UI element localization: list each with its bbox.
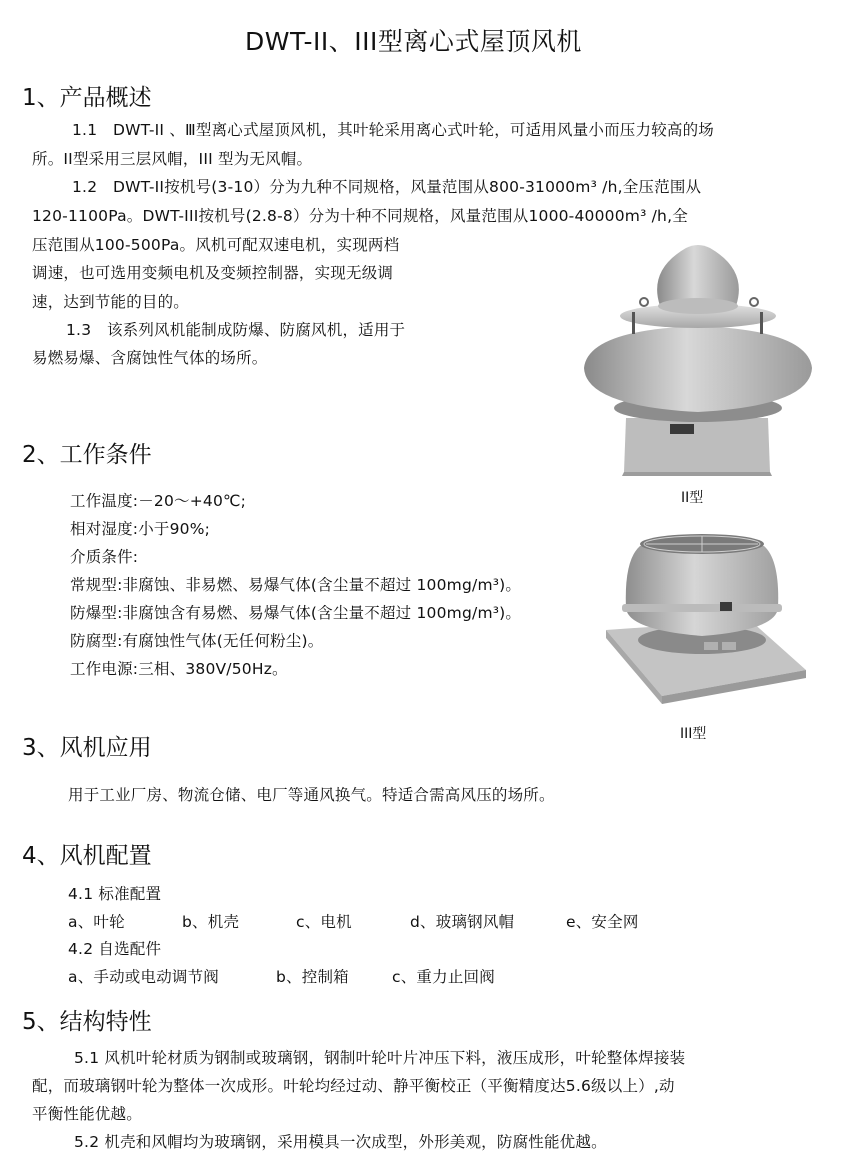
type-2-fan-drawing	[578, 240, 814, 480]
paragraph-1-2-line-3: 压范围从100-500Pa。风机可配双速电机，实现两档	[32, 236, 400, 254]
standard-config-item: c、电机	[296, 913, 352, 931]
paragraph-1-2-line-4: 调速，也可选用变频电机及变频控制器，实现无级调	[32, 264, 394, 282]
section-3-heading: 3、风机应用	[22, 735, 152, 761]
application-text: 用于工业厂房、物流仓储、电厂等通风换气。特适合需高风压的场所。	[68, 786, 555, 804]
paragraph-1-3-line-1: 1.3 该系列风机能制成防爆、防腐风机，适用于	[66, 321, 406, 339]
paragraph-1-1-line-1: 1.1 DWT-II 、Ⅲ型离心式屋顶风机，其叶轮采用离心式叶轮，可适用风量小而压力较高的场	[72, 121, 715, 139]
condition-line: 防爆型:非腐蚀含有易燃、易爆气体(含尘量不超过 100mg/m³)。	[70, 604, 522, 622]
paragraph-5-2: 5.2 机壳和风帽均为玻璃钢，采用模具一次成型，外形美观，防腐性能优越。	[74, 1133, 607, 1151]
section-4-heading: 4、风机配置	[22, 843, 152, 869]
optional-config-item: c、重力止回阀	[392, 968, 495, 986]
standard-config-item: d、玻璃钢风帽	[410, 913, 515, 931]
type-3-fan-image	[600, 520, 810, 716]
paragraph-1-3-line-2: 易燃易爆、含腐蚀性气体的场所。	[32, 349, 268, 367]
standard-config-title: 4.1 标准配置	[68, 885, 162, 903]
condition-line: 防腐型:有腐蚀性气体(无任何粉尘)。	[70, 632, 324, 650]
page-title: DWT-II、III型离心式屋顶风机	[245, 27, 582, 56]
section-5-heading: 5、结构特性	[22, 1009, 152, 1035]
optional-config-item: a、手动或电动调节阀	[68, 968, 219, 986]
optional-config-title: 4.2 自选配件	[68, 940, 162, 958]
type-3-caption: III型	[680, 726, 707, 742]
paragraph-1-2-line-2: 120-1100Pa。DWT-III按机号(2.8-8）分为十种不同规格，风量范围从1000-40000m³ /h,全	[32, 207, 688, 225]
standard-config-item: b、机壳	[182, 913, 240, 931]
section-1-heading: 1、产品概述	[22, 85, 152, 111]
standard-config-item: e、安全网	[566, 913, 639, 931]
type-2-caption: II型	[681, 490, 704, 506]
paragraph-1-2-line-1: 1.2 DWT-II按机号(3-10）分为九种不同规格，风量范围从800-31000m³ /h,全压范围从	[72, 178, 702, 196]
paragraph-5-1-line-2: 配，而玻璃钢叶轮为整体一次成形。叶轮均经过动、静平衡校正（平衡精度达5.6级以上）,动	[32, 1077, 675, 1095]
paragraph-5-1-line-1: 5.1 风机叶轮材质为钢制或玻璃钢，钢制叶轮叶片冲压下料，液压成形，叶轮整体焊接装	[74, 1049, 686, 1067]
condition-line: 介质条件:	[70, 548, 139, 566]
section-2-heading: 2、工作条件	[22, 442, 152, 468]
condition-line: 工作温度:－20～+40℃;	[70, 492, 247, 510]
condition-line: 工作电源:三相、380V/50Hz。	[70, 660, 288, 678]
condition-line: 相对湿度:小于90%;	[70, 520, 211, 538]
condition-line: 常规型:非腐蚀、非易燃、易爆气体(含尘量不超过 100mg/m³)。	[70, 576, 522, 594]
paragraph-1-1-line-2: 所。II型采用三层风帽，III 型为无风帽。	[32, 150, 313, 168]
type-3-fan-drawing	[600, 520, 810, 716]
paragraph-5-1-line-3: 平衡性能优越。	[32, 1105, 142, 1123]
standard-config-item: a、叶轮	[68, 913, 125, 931]
type-2-fan-image	[578, 240, 814, 480]
paragraph-1-2-line-5: 速，达到节能的目的。	[32, 293, 190, 311]
optional-config-item: b、控制箱	[276, 968, 349, 986]
